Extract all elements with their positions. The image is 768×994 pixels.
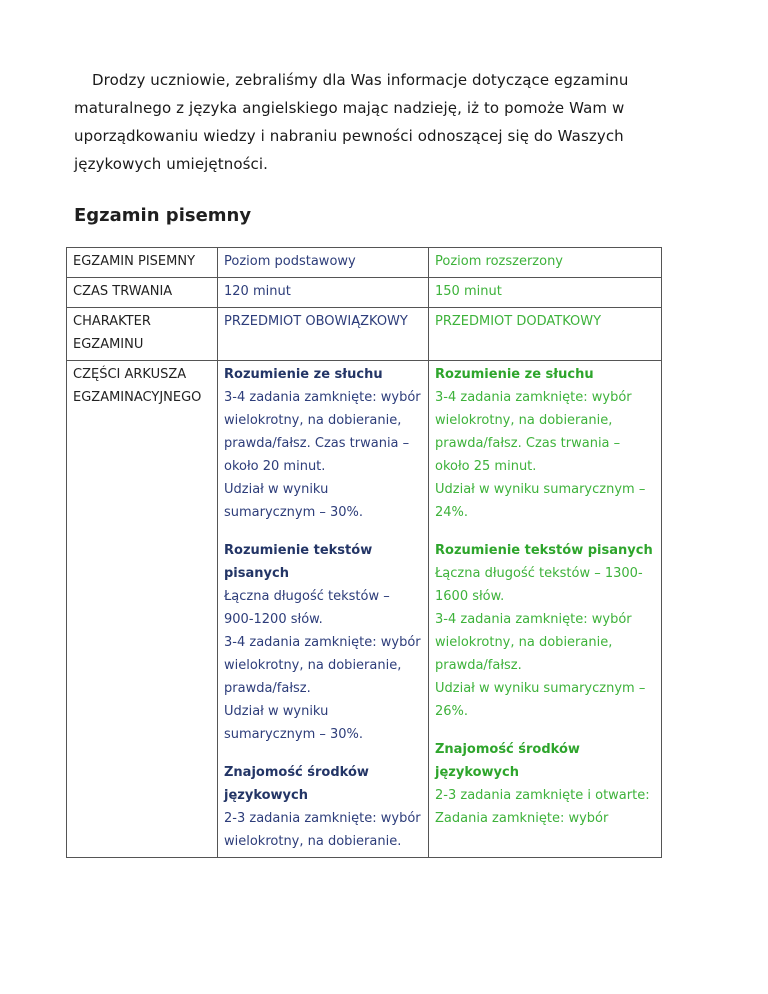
basic-reading-share: Udział w wyniku sumarycznym – 30%. xyxy=(224,704,364,742)
cell-extended-type: PRZEDMIOT DODATKOWY xyxy=(429,308,662,361)
extended-language-text: 2-3 zadania zamknięte i otwarte: Zadania zamknięte: wybór xyxy=(435,788,650,826)
cell-time-label: CZAS TRWANIA xyxy=(67,278,218,308)
basic-language-title: Znajomość środków językowych xyxy=(224,765,369,803)
extended-reading-text: 3-4 zadania zamknięte: wybór wielokrotny, na dobieranie, prawda/fałsz. xyxy=(435,612,632,673)
intro-paragraph xyxy=(74,66,714,178)
extended-reading-title: Rozumienie tekstów pisanych xyxy=(435,543,653,558)
extended-reading-length: Łączna długość tekstów – 1300-1600 słów. xyxy=(435,566,643,604)
section-title: Egzamin pisemny xyxy=(74,205,252,226)
exam-table xyxy=(66,247,662,858)
basic-listening-title: Rozumienie ze słuchu xyxy=(224,367,383,382)
cell-extended-level: Poziom rozszerzony xyxy=(429,248,662,278)
basic-reading-text: 3-4 zadania zamknięte: wybór wielokrotny, na dobieranie, prawda/fałsz. xyxy=(224,635,421,696)
table-row-type xyxy=(67,308,662,361)
extended-listening-text: 3-4 zadania zamknięte: wybór wielokrotny, na dobieranie, prawda/fałsz. Czas trwania – około 25 minut. xyxy=(435,390,632,474)
extended-listening-title: Rozumienie ze słuchu xyxy=(435,367,594,382)
extended-listening-share: Udział w wyniku sumarycznym – 24%. xyxy=(435,482,646,520)
extended-language-title: Znajomość środków językowych xyxy=(435,742,580,780)
intro-line: Drodzy uczniowie, zebraliśmy dla Was informacje dotyczące egzaminu xyxy=(92,71,629,89)
cell-basic-parts xyxy=(218,361,429,858)
intro-line: maturalnego z języka angielskiego mając nadzieję, iż to pomoże Wam w xyxy=(74,99,625,117)
cell-type-label: CHARAKTER EGZAMINU xyxy=(67,308,218,361)
cell-extended-time: 150 minut xyxy=(429,278,662,308)
cell-parts-label: CZĘŚCI ARKUSZA EGZAMINACYJNEGO xyxy=(67,361,218,858)
basic-listening-share: Udział w wyniku sumarycznym – 30%. xyxy=(224,482,364,520)
table-row-time xyxy=(67,278,662,308)
basic-reading-length: Łączna długość tekstów – 900-1200 słów. xyxy=(224,589,390,627)
cell-basic-level: Poziom podstawowy xyxy=(218,248,429,278)
basic-reading-title: Rozumienie tekstów pisanych xyxy=(224,543,373,581)
cell-basic-time: 120 minut xyxy=(218,278,429,308)
cell-exam-label: EGZAMIN PISEMNY xyxy=(67,248,218,278)
extended-reading-share: Udział w wyniku sumarycznym – 26%. xyxy=(435,681,646,719)
basic-listening-text: 3-4 zadania zamknięte: wybór wielokrotny, na dobieranie, prawda/fałsz. Czas trwania – około 20 minut. xyxy=(224,390,421,474)
intro-line: językowych umiejętności. xyxy=(74,155,269,173)
table-row-parts xyxy=(67,361,662,858)
cell-basic-type: PRZEDMIOT OBOWIĄZKOWY xyxy=(218,308,429,361)
basic-language-text: 2-3 zadania zamknięte: wybór wielokrotny, na dobieranie. xyxy=(224,811,421,849)
cell-extended-parts xyxy=(429,361,662,858)
intro-line: uporządkowaniu wiedzy i nabraniu pewności odnoszącej się do Waszych xyxy=(74,127,624,145)
table-row-header xyxy=(67,248,662,278)
